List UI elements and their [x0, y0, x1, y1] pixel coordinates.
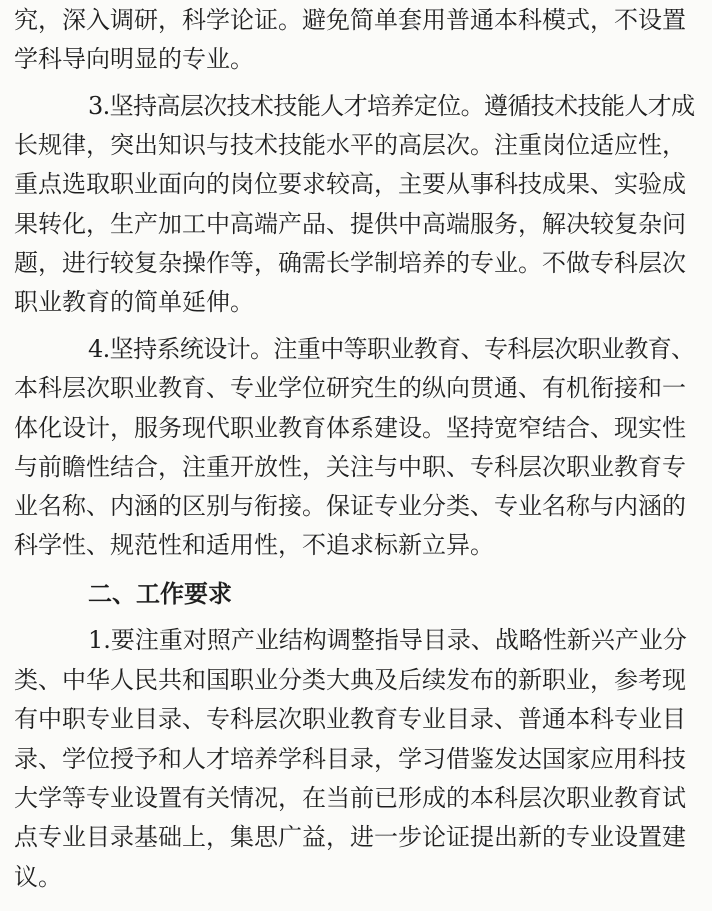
text-line: 录、学位授予和人才培养学科目录，学习借鉴发达国家应用科技 [14, 745, 686, 773]
text-line: 重点选取职业面向的岗位要求较高，主要从事科技成果、实验成 [14, 170, 686, 198]
text-line: 职业教育的简单延伸。 [14, 288, 254, 316]
text-line: 大学等专业设置有关情况，在当前已形成的本科层次职业教育试 [14, 784, 686, 812]
text-line: 果转化，生产加工中高端产品、提供中高端服务，解决较复杂问 [14, 210, 686, 238]
text-line: 究，深入调研，科学论证。避免简单套用普通本科模式，不设置 [14, 6, 686, 34]
text-line: 体化设计，服务现代职业教育体系建设。坚持宽窄结合、现实性 [14, 414, 686, 442]
text-line: 科学性、规范性和适用性，不追求标新立异。 [14, 531, 494, 559]
section-heading: 二、工作要求 [88, 580, 232, 608]
text-line: 3.坚持高层次技术技能人才培养定位。遵循技术技能人才成 [88, 92, 695, 120]
text-line: 1.要注重对照产业结构调整指导目录、战略性新兴产业分 [88, 626, 687, 654]
text-line: 类、中华人民共和国职业分类大典及后续发布的新职业，参考现 [14, 666, 686, 694]
text-line: 点专业目录基础上，集思广益，进一步论证提出新的专业设置建 [14, 823, 686, 851]
text-line: 4.坚持系统设计。注重中等职业教育、专科层次职业教育、 [88, 335, 695, 363]
text-line: 长规律，突出知识与技术技能水平的高层次。注重岗位适应性， [14, 131, 686, 159]
text-line: 题，进行较复杂操作等，确需长学制培养的专业。不做专科层次 [14, 249, 686, 277]
text-line: 与前瞻性结合，注重开放性，关注与中职、专科层次职业教育专 [14, 453, 686, 481]
text-line: 业名称、内涵的区别与衔接。保证专业分类、专业名称与内涵的 [14, 492, 686, 520]
text-line: 本科层次职业教育、专业学位研究生的纵向贯通、有机衔接和一 [14, 374, 686, 402]
text-line: 有中职专业目录、专科层次职业教育专业目录、普通本科专业目 [14, 705, 686, 733]
text-line: 议。 [14, 863, 62, 891]
text-line: 学科导向明显的专业。 [14, 45, 254, 73]
